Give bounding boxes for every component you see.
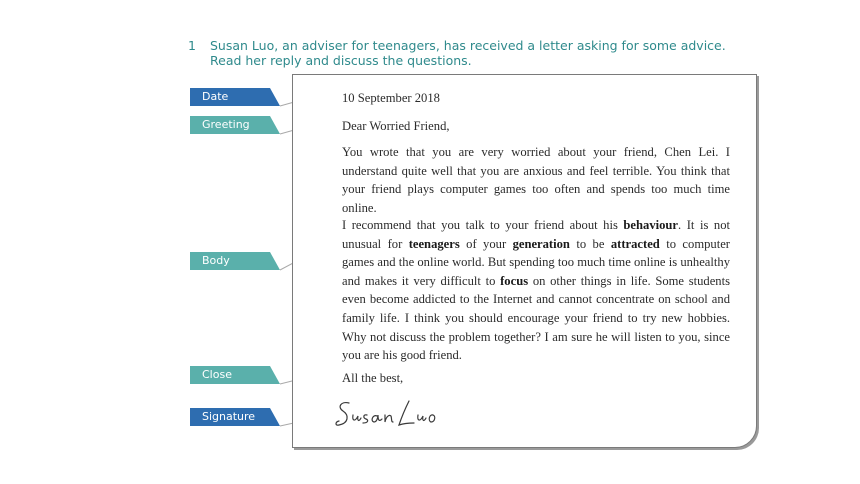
instruction-number: 1 bbox=[188, 38, 196, 53]
keyword-focus: focus bbox=[500, 273, 529, 288]
label-close: Close bbox=[190, 366, 270, 384]
letter-paragraph-2: I recommend that you talk to your friend about his behaviour. It is not unusual for teenagers of your generation to be attracted to computer games and the online world. But spending too much time online is unhealthy and makes it very difficult to focus on other things in life. Some students even become addicted to the Internet and cannot concentrate on school and family life. I think you should encourage your friend to try new hobbies. Why not discuss the problem together? I am sure he will listen to you, since you are his good friend. bbox=[342, 218, 730, 363]
letter-paragraph-1: You wrote that you are very worried about your friend, Chen Lei. I understand quite well that you are anxious and feel terrible. You think that your friend plays computer games too often and spends too much time online. bbox=[342, 145, 730, 215]
label-signature: Signature bbox=[190, 408, 270, 426]
letter-date: 10 September 2018 bbox=[342, 91, 440, 105]
instruction-text: Susan Luo, an adviser for teenagers, has received a letter asking for some advice. Read her reply and discuss the questions. bbox=[210, 38, 726, 68]
label-date: Date bbox=[190, 88, 270, 106]
label-body: Body bbox=[190, 252, 270, 270]
keyword-teenagers: teenagers bbox=[408, 236, 460, 251]
keyword-attracted: attracted bbox=[610, 236, 660, 251]
signature-handwriting bbox=[335, 395, 455, 435]
label-greeting: Greeting bbox=[190, 116, 270, 134]
letter-close: All the best, bbox=[342, 371, 404, 385]
letter bbox=[292, 74, 757, 448]
keyword-generation: generation bbox=[512, 236, 570, 251]
keyword-behaviour: behaviour bbox=[623, 218, 679, 232]
letter-greeting: Dear Worried Friend, bbox=[342, 119, 450, 133]
